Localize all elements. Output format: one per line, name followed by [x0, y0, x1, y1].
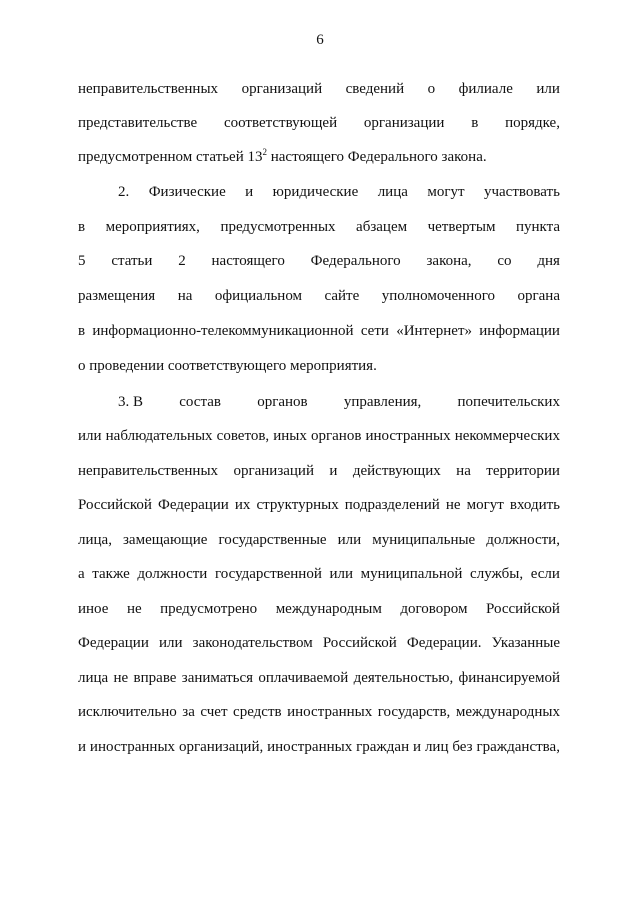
word: 2.	[118, 184, 130, 200]
word: Федерации	[78, 635, 149, 651]
word: и	[78, 739, 87, 755]
text-line-3	[78, 148, 560, 166]
word: а	[78, 566, 85, 582]
word: информационно-телекоммуникационной	[92, 323, 354, 339]
word: Российской	[322, 635, 397, 651]
text-line-20	[78, 738, 560, 756]
word: лица	[377, 184, 408, 200]
word: наблюдательных	[105, 428, 213, 444]
word: в	[471, 115, 479, 131]
word: управления,	[343, 394, 422, 410]
word: заниматься	[181, 670, 254, 686]
superscript-article-number: 2	[262, 147, 267, 157]
word: оплачиваемой	[258, 670, 349, 686]
word: сведений	[345, 81, 405, 97]
word: или	[158, 635, 183, 651]
text-line-13	[78, 496, 560, 514]
word: граждан	[356, 739, 410, 755]
word: или	[536, 81, 560, 97]
word: сети	[360, 323, 389, 339]
word: международных	[455, 704, 560, 720]
word: организаций,	[178, 739, 264, 755]
word: Федерации	[157, 497, 229, 513]
word: за	[182, 704, 195, 720]
word: без	[452, 739, 473, 755]
text-line-14	[78, 531, 560, 549]
text-line-6	[78, 252, 560, 270]
word: и	[245, 184, 254, 200]
text-line-3-part-1: предусмотренном статьей 13	[78, 149, 263, 165]
word: иностранных	[267, 739, 353, 755]
word: могут	[427, 184, 465, 200]
word: Федерального	[310, 253, 401, 269]
word: должности	[137, 566, 208, 582]
word: или	[329, 566, 354, 582]
word: на	[456, 463, 471, 479]
word: настоящего	[211, 253, 285, 269]
word: подразделений	[344, 497, 440, 513]
word: четвертым	[427, 219, 496, 235]
word: государственные	[218, 532, 327, 548]
word: размещения	[78, 288, 156, 304]
word: государственной	[214, 566, 322, 582]
word: филиале	[458, 81, 513, 97]
word: Указанные	[491, 635, 560, 651]
word: деятельностью,	[353, 670, 454, 686]
word: службы,	[470, 566, 524, 582]
word: предусмотренных	[220, 219, 336, 235]
word: счет	[200, 704, 228, 720]
word: на	[177, 288, 193, 304]
word: участвовать	[483, 184, 560, 200]
word: Физические	[148, 184, 226, 200]
word: в	[78, 219, 86, 235]
word: Российской	[78, 497, 152, 513]
word: со	[497, 253, 512, 269]
word: муниципальной	[360, 566, 463, 582]
word: 3. В	[118, 394, 144, 410]
word: сайте	[324, 288, 360, 304]
word: лица,	[78, 532, 112, 548]
word: статьи	[111, 253, 153, 269]
word: лица	[78, 670, 109, 686]
text-line-8	[78, 322, 560, 340]
word: Федерации.	[406, 635, 482, 651]
word: организаций	[233, 463, 314, 479]
word: средств	[233, 704, 282, 720]
word: уполномоченного	[381, 288, 495, 304]
text-line-4	[118, 183, 560, 201]
word: попечительских	[457, 394, 560, 410]
word: не	[113, 670, 129, 686]
word: и	[329, 463, 338, 479]
word: входить	[509, 497, 560, 513]
text-line-10	[118, 393, 560, 411]
word: лиц	[424, 739, 449, 755]
word: органа	[517, 288, 560, 304]
word: международным	[275, 601, 382, 617]
text-line-17	[78, 634, 560, 652]
word: территории	[486, 463, 560, 479]
word: органов	[310, 428, 362, 444]
text-line-11	[78, 427, 560, 445]
word: 5	[78, 253, 86, 269]
word: организаций	[241, 81, 323, 97]
word: Российской	[486, 601, 560, 617]
word: должности,	[486, 532, 560, 548]
word: иностранных	[287, 704, 373, 720]
text-line-5	[78, 218, 560, 236]
word: советов,	[216, 428, 270, 444]
text-line-12	[78, 462, 560, 480]
word: абзацем	[356, 219, 408, 235]
word: также	[92, 566, 130, 582]
word: представительстве	[78, 115, 198, 131]
text-line-9: о проведении соответствующего мероприятия.	[78, 358, 377, 374]
word: не	[445, 497, 461, 513]
word: иностранных	[89, 739, 176, 755]
word: мероприятиях,	[105, 219, 200, 235]
word: исключительно	[78, 704, 177, 720]
word: законодательством	[192, 635, 313, 651]
word: неправительственных	[78, 463, 219, 479]
text-line-16	[78, 600, 560, 618]
word: официальном	[214, 288, 303, 304]
word: состав	[179, 394, 221, 410]
word: или	[78, 428, 102, 444]
text-line-3-part-2: настоящего Федерального закона.	[266, 149, 487, 165]
text-line-18	[78, 669, 560, 687]
word: гражданства,	[476, 739, 560, 755]
word: вправе	[133, 670, 177, 686]
word: о	[427, 81, 436, 97]
word: в	[78, 323, 86, 339]
word: их	[234, 497, 251, 513]
page-number: 6	[316, 32, 324, 48]
word: если	[530, 566, 560, 582]
word: информации	[479, 323, 560, 339]
word: могут	[466, 497, 504, 513]
word: структурных	[256, 497, 339, 513]
text-line-19	[78, 703, 560, 721]
word: дня	[537, 253, 560, 269]
word: иных	[273, 428, 307, 444]
word: неправительственных	[78, 81, 219, 97]
word: 2	[178, 253, 186, 269]
word: иностранных	[365, 428, 451, 444]
word: государств,	[377, 704, 451, 720]
word: юридические	[272, 184, 359, 200]
word: или	[337, 532, 362, 548]
word: соответствующей	[223, 115, 338, 131]
word: организации	[363, 115, 445, 131]
word: не	[126, 601, 142, 617]
word: некоммерческих	[454, 428, 560, 444]
word: иное	[78, 601, 109, 617]
word: замещающие	[123, 532, 208, 548]
text-line-1	[78, 80, 560, 98]
word: пункта	[515, 219, 560, 235]
word: и	[413, 739, 422, 755]
word: финансируемой	[458, 670, 560, 686]
word: предусмотрено	[160, 601, 258, 617]
word: муниципальные	[372, 532, 476, 548]
word: порядке,	[505, 115, 560, 131]
word: закона,	[426, 253, 472, 269]
word: действующих	[352, 463, 441, 479]
word: «Интернет»	[396, 323, 473, 339]
text-line-15	[78, 565, 560, 583]
word: договором	[400, 601, 468, 617]
text-line-7	[78, 287, 560, 305]
word: органов	[257, 394, 308, 410]
text-line-2	[78, 114, 560, 132]
